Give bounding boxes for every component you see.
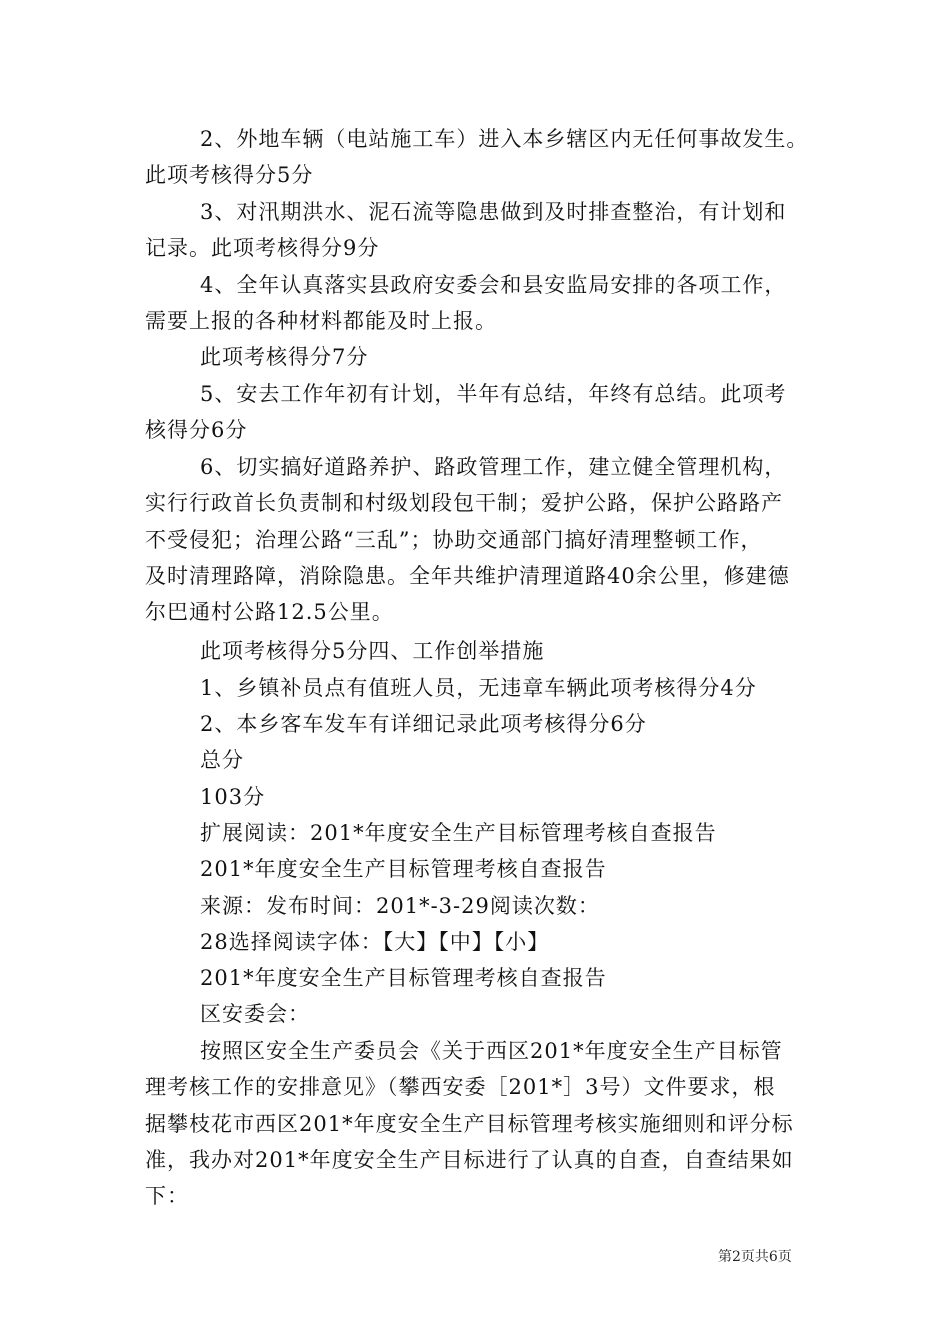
paragraph-line: 准，我办对201*年度安全生产目标进行了认真的自查，自查结果如 xyxy=(145,1148,794,1172)
paragraph-line: 2、本乡客车发车有详细记录此项考核得分6分 xyxy=(200,712,647,736)
paragraph-line: 区安委会： xyxy=(200,1002,310,1026)
paragraph-line: 及时清理路障，消除隐患。全年共维护清理道路40余公里，修建德 xyxy=(145,564,790,588)
paragraph-line: 28选择阅读字体：【大】【中】【小】 xyxy=(200,930,550,954)
paragraph-line: 核得分6分 xyxy=(145,418,248,442)
paragraph-line: 实行行政首长负责制和村级划段包干制；爱护公路，保护公路路产 xyxy=(145,491,783,515)
paragraph-line: 据攀枝花市西区201*年度安全生产目标管理考核实施细则和评分标 xyxy=(145,1112,794,1136)
paragraph-line: 6、切实搞好道路养护、路政管理工作，建立健全管理机构， xyxy=(200,455,787,479)
paragraph-line: 此项考核得分5分 xyxy=(145,163,314,187)
paragraph-line: 3、对汛期洪水、泥石流等隐患做到及时排查整治，有计划和 xyxy=(200,200,787,224)
paragraph-line: 4、全年认真落实县政府安委会和县安监局安排的各项工作， xyxy=(200,273,787,297)
paragraph-line: 尔巴通村公路12.5公里。 xyxy=(145,600,394,624)
paragraph-line: 5、安去工作年初有计划，半年有总结，年终有总结。此项考 xyxy=(200,382,787,406)
paragraph-line: 此项考核得分7分 xyxy=(200,345,369,369)
paragraph-line: 总分 xyxy=(200,748,244,772)
paragraph-line: 记录。此项考核得分9分 xyxy=(145,236,380,260)
paragraph-line: 201*年度安全生产目标管理考核自查报告 xyxy=(200,966,607,990)
paragraph-line: 下： xyxy=(145,1184,189,1208)
paragraph-line: 103分 xyxy=(200,785,266,809)
paragraph-line: 201*年度安全生产目标管理考核自查报告 xyxy=(200,857,607,881)
page-number-footer: 第2页共6页 xyxy=(718,1249,792,1265)
paragraph-line: 2、外地车辆（电站施工车）进入本乡辖区内无任何事故发生。 xyxy=(200,127,809,151)
paragraph-line: 需要上报的各种材料都能及时上报。 xyxy=(145,309,497,333)
paragraph-line: 1、乡镇补员点有值班人员，无违章车辆此项考核得分4分 xyxy=(200,676,757,700)
paragraph-line: 按照区安全生产委员会《关于西区201*年度安全生产目标管 xyxy=(200,1039,783,1063)
paragraph-line: 理考核工作的安排意见》（攀西安委［201*］3号）文件要求，根 xyxy=(145,1075,776,1099)
paragraph-line: 不受侵犯；治理公路“三乱”；协助交通部门搞好清理整顿工作， xyxy=(145,528,763,552)
paragraph-line: 扩展阅读：201*年度安全生产目标管理考核自查报告 xyxy=(200,821,717,845)
paragraph-line: 来源：发布时间：201*-3-29阅读次数： xyxy=(200,894,600,918)
paragraph-line: 此项考核得分5分四、工作创举措施 xyxy=(200,639,545,663)
